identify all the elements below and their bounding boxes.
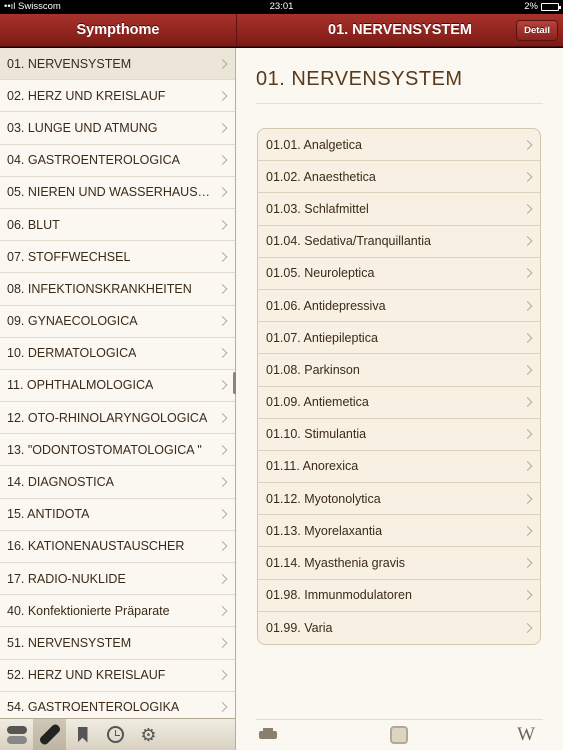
category-label: 13. "ODONTOSTOMATOLOGICA " [7, 442, 202, 457]
subcategory-label: 01.14. Myasthenia gravis [266, 556, 405, 571]
category-label: 10. DERMATOLOGICA [7, 346, 137, 361]
subcategory-label: 01.05. Neuroleptica [266, 266, 375, 281]
category-label: 06. BLUT [7, 217, 60, 232]
chevron-right-icon [218, 477, 228, 487]
subcategory-label: 01.13. Myorelaxantia [266, 523, 383, 538]
category-row[interactable] [0, 112, 235, 144]
category-row[interactable] [0, 273, 235, 305]
chevron-right-icon [218, 348, 228, 358]
category-row[interactable] [0, 370, 235, 402]
subcategory-row[interactable] [258, 193, 540, 225]
right-toolbar [236, 718, 563, 750]
history-button[interactable] [99, 719, 132, 750]
subcategory-label: 01.07. Antiepileptica [266, 330, 378, 345]
subcategory-list[interactable] [257, 128, 541, 645]
master-navbar [0, 14, 236, 47]
subcategory-label: 01.01. Analgetica [266, 137, 362, 152]
subcategory-row[interactable] [258, 612, 540, 644]
toolbar-divider [256, 719, 543, 720]
chevron-right-icon [218, 252, 228, 262]
subcategory-row[interactable] [258, 322, 540, 354]
category-label: 07. STOFFWECHSEL [7, 249, 131, 264]
bookmark-icon [78, 727, 88, 743]
chevron-right-icon [523, 204, 533, 214]
chevron-right-icon [523, 526, 533, 536]
subcategory-row[interactable] [258, 161, 540, 193]
category-label: 16. KATIONENAUSTAUSCHER [7, 539, 185, 554]
settings-button[interactable] [132, 719, 165, 750]
category-label: 40. Konfektionierte Präparate [7, 603, 170, 618]
chevron-right-icon [218, 155, 228, 165]
subcategory-row[interactable] [258, 515, 540, 547]
chevron-right-icon [523, 236, 533, 246]
toggle-button[interactable] [0, 719, 33, 750]
category-label: 54. GASTROENTEROLOGIKA [7, 700, 180, 715]
chevron-right-icon [218, 606, 228, 616]
category-row[interactable] [0, 531, 235, 563]
bandage-icon [38, 723, 61, 746]
detail-pane [236, 48, 563, 718]
gear-icon: ⚙ [140, 724, 157, 745]
title-divider [256, 103, 543, 104]
category-row[interactable] [0, 209, 235, 241]
chevron-right-icon [523, 333, 533, 343]
category-row[interactable] [0, 692, 235, 718]
chevron-right-icon [218, 123, 228, 133]
chevron-right-icon [523, 172, 533, 182]
subcategory-label: 01.02. Anaesthetica [266, 169, 376, 184]
app-title: Sympthome [76, 22, 160, 38]
subcategory-label: 01.99. Varia [266, 620, 333, 635]
clock-label: 23:01 [269, 1, 294, 12]
chevron-right-icon [218, 638, 228, 648]
category-label: 08. INFEKTIONSKRANKHEITEN [7, 281, 192, 296]
chevron-right-icon [218, 284, 228, 294]
category-label: 11. OPHTHALMOLOGICA [7, 378, 154, 393]
chevron-right-icon [523, 397, 533, 407]
status-bar [0, 0, 563, 14]
subcategory-row[interactable] [258, 483, 540, 515]
bandage-button[interactable] [33, 719, 66, 750]
clock-icon [107, 726, 124, 743]
chevron-right-icon [523, 140, 533, 150]
chevron-right-icon [523, 268, 533, 278]
subcategory-row[interactable] [258, 129, 540, 161]
square-icon[interactable] [390, 726, 408, 744]
subcategory-row[interactable] [258, 226, 540, 258]
subcategory-row[interactable] [258, 451, 540, 483]
printer-body [259, 731, 277, 739]
category-row[interactable] [0, 563, 235, 595]
chevron-right-icon [523, 558, 533, 568]
category-row[interactable] [0, 434, 235, 466]
detail-button[interactable]: Detail [516, 20, 558, 41]
category-row[interactable] [0, 338, 235, 370]
chevron-right-icon [218, 413, 228, 423]
category-label: 14. DIAGNOSTICA [7, 475, 114, 490]
subcategory-row[interactable] [258, 290, 540, 322]
chevron-right-icon [523, 590, 533, 600]
category-row[interactable] [0, 80, 235, 112]
subcategory-row[interactable] [258, 258, 540, 290]
subcategory-label: 01.06. Antidepressiva [266, 298, 386, 313]
category-label: 03. LUNGE UND ATMUNG [7, 120, 158, 135]
carrier-name: Swisscom [18, 1, 61, 12]
chevron-right-icon [523, 462, 533, 472]
category-row[interactable] [0, 660, 235, 692]
chevron-right-icon [218, 509, 228, 519]
category-label: 04. GASTROENTEROLOGICA [7, 153, 180, 168]
category-label: 51. NERVENSYSTEM [7, 635, 132, 650]
chevron-right-icon [218, 187, 228, 197]
chevron-right-icon [218, 670, 228, 680]
subcategory-row[interactable] [258, 419, 540, 451]
category-list[interactable] [0, 48, 236, 718]
chevron-right-icon [218, 91, 228, 101]
category-label: 02. HERZ UND KREISLAUF [7, 88, 166, 103]
subcategory-row[interactable] [258, 387, 540, 419]
chevron-right-icon [218, 541, 228, 551]
battery-status [524, 0, 559, 14]
subcategory-label: 01.04. Sedativa/Tranquillantia [266, 234, 431, 249]
category-label: 52. HERZ UND KREISLAUF [7, 668, 166, 683]
category-row[interactable] [0, 48, 235, 80]
subcategory-label: 01.10. Stimulantia [266, 427, 367, 442]
detail-navbar [236, 14, 563, 47]
category-label: 17. RADIO-NUKLIDE [7, 571, 126, 586]
subcategory-row[interactable] [258, 580, 540, 612]
chevron-right-icon [218, 381, 228, 391]
printer-icon[interactable] [259, 728, 277, 741]
category-row[interactable] [0, 402, 235, 434]
category-row[interactable] [0, 306, 235, 338]
category-row[interactable] [0, 466, 235, 498]
chevron-right-icon [218, 702, 228, 712]
chevron-right-icon [523, 494, 533, 504]
chevron-right-icon [523, 301, 533, 311]
category-row[interactable] [0, 627, 235, 659]
subcategory-label: 01.98. Immunmodulatoren [266, 588, 412, 603]
chevron-right-icon [523, 429, 533, 439]
subcategory-label: 01.09. Antiemetica [266, 395, 369, 410]
subcategory-label: 01.08. Parkinson [266, 362, 360, 377]
category-row[interactable] [0, 241, 235, 273]
category-label: 09. GYNAECOLOGICA [7, 314, 138, 329]
category-row[interactable] [0, 145, 235, 177]
subcategory-label: 01.03. Schlafmittel [266, 201, 369, 216]
category-row[interactable] [0, 177, 235, 209]
chevron-right-icon [218, 574, 228, 584]
category-label: 12. OTO-RHINOLARYNGOLOGICA [7, 410, 208, 425]
battery-icon [541, 3, 559, 11]
chevron-right-icon [523, 623, 533, 633]
category-label: 05. NIEREN UND WASSERHAUS… [7, 185, 211, 200]
category-row[interactable] [0, 595, 235, 627]
category-label: 01. NERVENSYSTEM [7, 56, 132, 71]
category-label: 15. ANTIDOTA [7, 507, 90, 522]
wikipedia-icon[interactable]: W [517, 724, 535, 745]
left-toolbar [0, 718, 236, 750]
chevron-right-icon [218, 59, 228, 69]
subcategory-row[interactable] [258, 354, 540, 386]
subcategory-label: 01.11. Anorexica [266, 459, 359, 474]
detail-nav-title: 01. NERVENSYSTEM [328, 22, 472, 38]
chevron-right-icon [523, 365, 533, 375]
bookmark-button[interactable] [66, 719, 99, 750]
toggle-icon [7, 725, 27, 745]
category-row[interactable] [0, 499, 235, 531]
signal-icon: ••ıl [4, 1, 19, 12]
chevron-right-icon [218, 316, 228, 326]
chevron-right-icon [218, 445, 228, 455]
subcategory-label: 01.12. Myotonolytica [266, 491, 381, 506]
subcategory-row[interactable] [258, 547, 540, 579]
chevron-right-icon [218, 220, 228, 230]
page-title: 01. NERVENSYSTEM [256, 68, 463, 90]
battery-percent: 2% [524, 1, 538, 12]
